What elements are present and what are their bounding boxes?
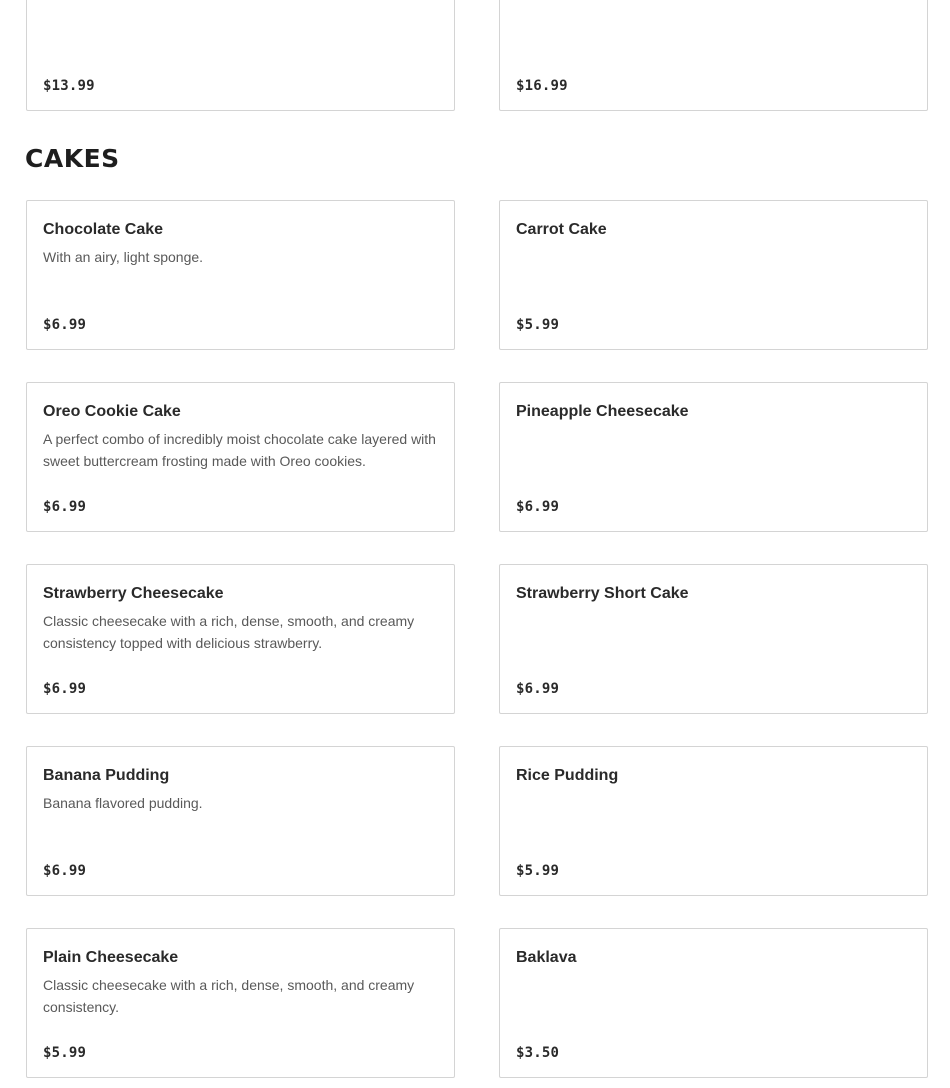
menu-item-card[interactable] [499,0,928,111]
item-price: $6.99 [43,681,87,697]
item-name: Strawberry Cheesecake [43,585,224,602]
item-description: A perfect combo of incredibly moist chocolate cake layered with sweet buttercream frosting made with Oreo cookies. [43,431,436,469]
menu-item-card[interactable] [499,200,928,350]
menu-item-card[interactable] [499,382,928,532]
menu-item-card[interactable] [26,200,455,350]
section-title: CAKES [25,144,120,173]
item-name: Chocolate Cake [43,221,164,238]
item-price: $3.50 [516,1045,560,1061]
item-price: $6.99 [43,863,87,879]
item-description: With an airy, light sponge. [43,249,204,265]
item-name: Pineapple Cheesecake [516,403,689,420]
item-price: $13.99 [43,78,95,94]
item-name: Plain Cheesecake [43,949,179,966]
item-price: $6.99 [43,317,87,333]
menu-item-card[interactable] [26,382,455,532]
menu-item-card[interactable] [26,0,455,111]
item-name: Banana Pudding [43,767,170,784]
item-description: Classic cheesecake with a rich, dense, smooth, and creamy consistency. [43,977,415,1015]
item-price: $5.99 [43,1045,87,1061]
item-price: $6.99 [516,681,560,697]
item-description: Classic cheesecake with a rich, dense, smooth, and creamy consistency topped with delicious strawberry. [43,613,415,651]
item-name: Strawberry Short Cake [516,585,689,602]
menu-item-card[interactable] [26,746,455,896]
item-price: $16.99 [516,78,568,94]
menu-item-card[interactable] [26,928,455,1078]
item-price: $6.99 [43,499,87,515]
menu-item-card[interactable] [26,564,455,714]
item-price: $6.99 [516,499,560,515]
menu-item-card[interactable] [499,928,928,1078]
item-name: Rice Pudding [516,767,619,784]
item-description: Banana flavored pudding. [43,795,203,811]
item-price: $5.99 [516,863,560,879]
menu-item-card[interactable] [499,564,928,714]
menu-item-card[interactable] [499,746,928,896]
item-name: Oreo Cookie Cake [43,403,181,420]
item-name: Baklava [516,949,577,966]
item-name: Carrot Cake [516,221,607,238]
item-price: $5.99 [516,317,560,333]
